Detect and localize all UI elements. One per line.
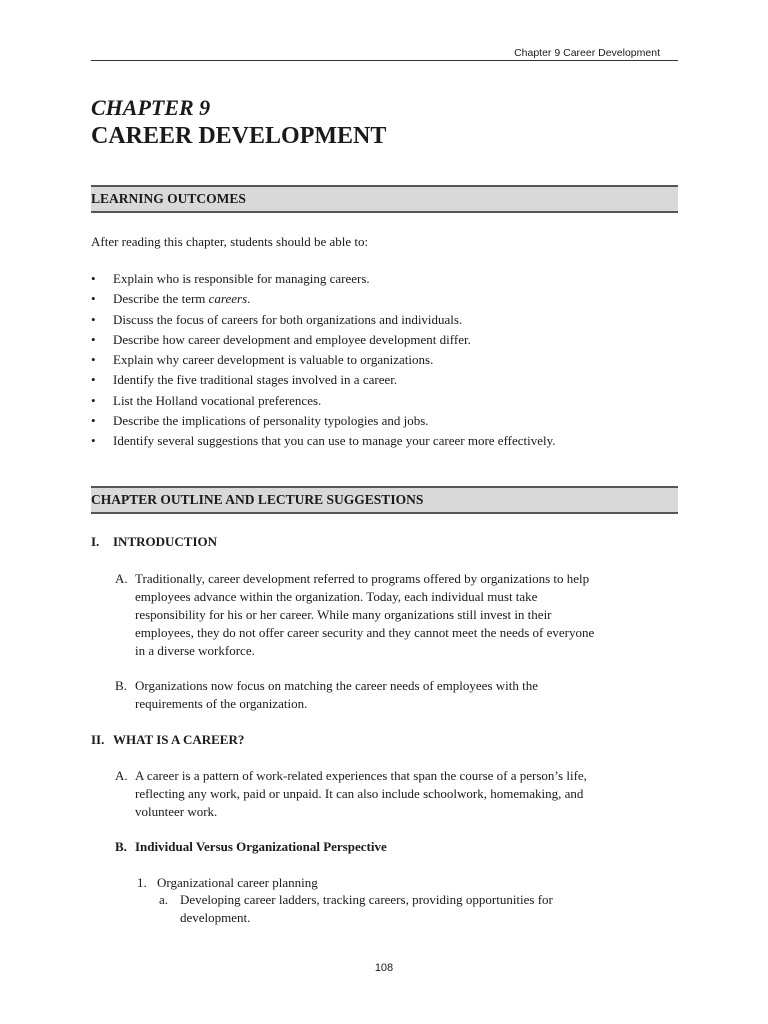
outcome-emphasis: careers	[208, 291, 248, 307]
item-line: development.	[180, 910, 251, 925]
outcome-text: Identify the five traditional stages involved in a career.	[113, 372, 398, 388]
learning-outcome-item	[91, 431, 556, 451]
learning-outcome-item	[91, 350, 556, 370]
learning-outcome-item	[91, 411, 556, 431]
outline-heading: CHAPTER OUTLINE AND LECTURE SUGGESTIONS	[91, 486, 678, 514]
outcome-text: Discuss the focus of careers for both organizations and individuals.	[113, 311, 463, 327]
item-line: in a diverse workforce.	[135, 643, 255, 658]
item-marker: A.	[115, 768, 128, 783]
header-rule	[91, 60, 678, 61]
item-line: Organizations now focus on matching the career needs of employees with the	[135, 678, 538, 693]
bullet-icon: •	[91, 372, 96, 388]
section-heading-introduction	[91, 533, 217, 551]
outline-item-1a	[115, 570, 594, 660]
bullet-icon: •	[91, 331, 96, 347]
item-marker: B.	[115, 678, 127, 693]
learning-outcome-item	[91, 370, 556, 390]
outcome-text: Describe how career development and employee development differ.	[113, 331, 471, 347]
outline-item-2a	[115, 767, 587, 821]
section-number: I.	[91, 534, 100, 549]
subsection-title: Individual Versus Organizational Perspective	[135, 839, 387, 854]
page-number: 108	[374, 962, 394, 974]
outline-item-1b	[115, 677, 538, 713]
bullet-icon: •	[91, 352, 96, 368]
outcome-text: List the Holland vocational preferences.	[113, 392, 322, 408]
outcome-text: Describe the term	[113, 291, 209, 307]
outcome-text: Describe the implications of personality typologies and jobs.	[113, 413, 429, 429]
section-number: II.	[91, 732, 105, 747]
bullet-icon: •	[91, 413, 96, 429]
bullet-icon: •	[91, 291, 96, 307]
learning-outcomes-heading: LEARNING OUTCOMES	[91, 185, 678, 213]
item-line: responsibility for his or her career. While many organizations still invest in their	[135, 607, 552, 622]
item-line: requirements of the organization.	[135, 696, 308, 711]
learning-outcome-item	[91, 310, 556, 330]
outline-item-2b1a	[159, 891, 553, 927]
learning-outcome-item	[91, 289, 556, 309]
outline-item-2b1	[137, 874, 318, 892]
outcome-text: .	[247, 291, 251, 307]
chapter-number: CHAPTER 9	[91, 95, 211, 120]
learning-outcome-item	[91, 269, 556, 289]
item-marker: a.	[159, 892, 169, 907]
outline-item-2b	[115, 838, 387, 856]
item-marker: B.	[115, 839, 127, 854]
section-title: WHAT IS A CAREER?	[113, 732, 245, 747]
outcome-text: Identify several suggestions that you can use to manage your career more effectively.	[113, 433, 556, 449]
outcome-text: Explain who is responsible for managing careers.	[113, 271, 370, 286]
item-line: reflecting any work, paid or unpaid. It can also include schoolwork, homemaking, and	[135, 786, 584, 801]
section-heading-what-is-a-career	[91, 731, 244, 749]
item-line: employees advance within the organization. Today, each individual must take	[135, 589, 538, 604]
learning-outcome-item	[91, 391, 556, 411]
chapter-title: CAREER DEVELOPMENT	[91, 123, 387, 149]
bullet-icon: •	[91, 271, 96, 286]
section-title: INTRODUCTION	[113, 534, 218, 549]
item-line: Traditionally, career development referred to programs offered by organizations to help	[135, 571, 590, 586]
learning-outcomes-list	[91, 269, 556, 452]
item-line: Developing career ladders, tracking careers, providing opportunities for	[180, 892, 553, 907]
bullet-icon: •	[91, 311, 96, 327]
bullet-icon: •	[91, 392, 96, 408]
running-header: Chapter 9 Career Development	[514, 47, 660, 59]
learning-outcomes-intro: After reading this chapter, students should be able to:	[91, 234, 369, 249]
item-line: A career is a pattern of work-related experiences that span the course of a person’s life,	[135, 768, 587, 783]
outcome-text: Explain why career development is valuable to organizations.	[113, 352, 434, 368]
learning-outcome-item	[91, 330, 556, 350]
item-marker: A.	[115, 571, 128, 586]
item-marker: 1.	[137, 875, 147, 890]
item-line: employees, they do not offer career security and they cannot meet the needs of everyone	[135, 625, 595, 640]
item-line: volunteer work.	[135, 804, 218, 819]
item-line: Organizational career planning	[157, 875, 318, 890]
bullet-icon: •	[91, 433, 96, 449]
